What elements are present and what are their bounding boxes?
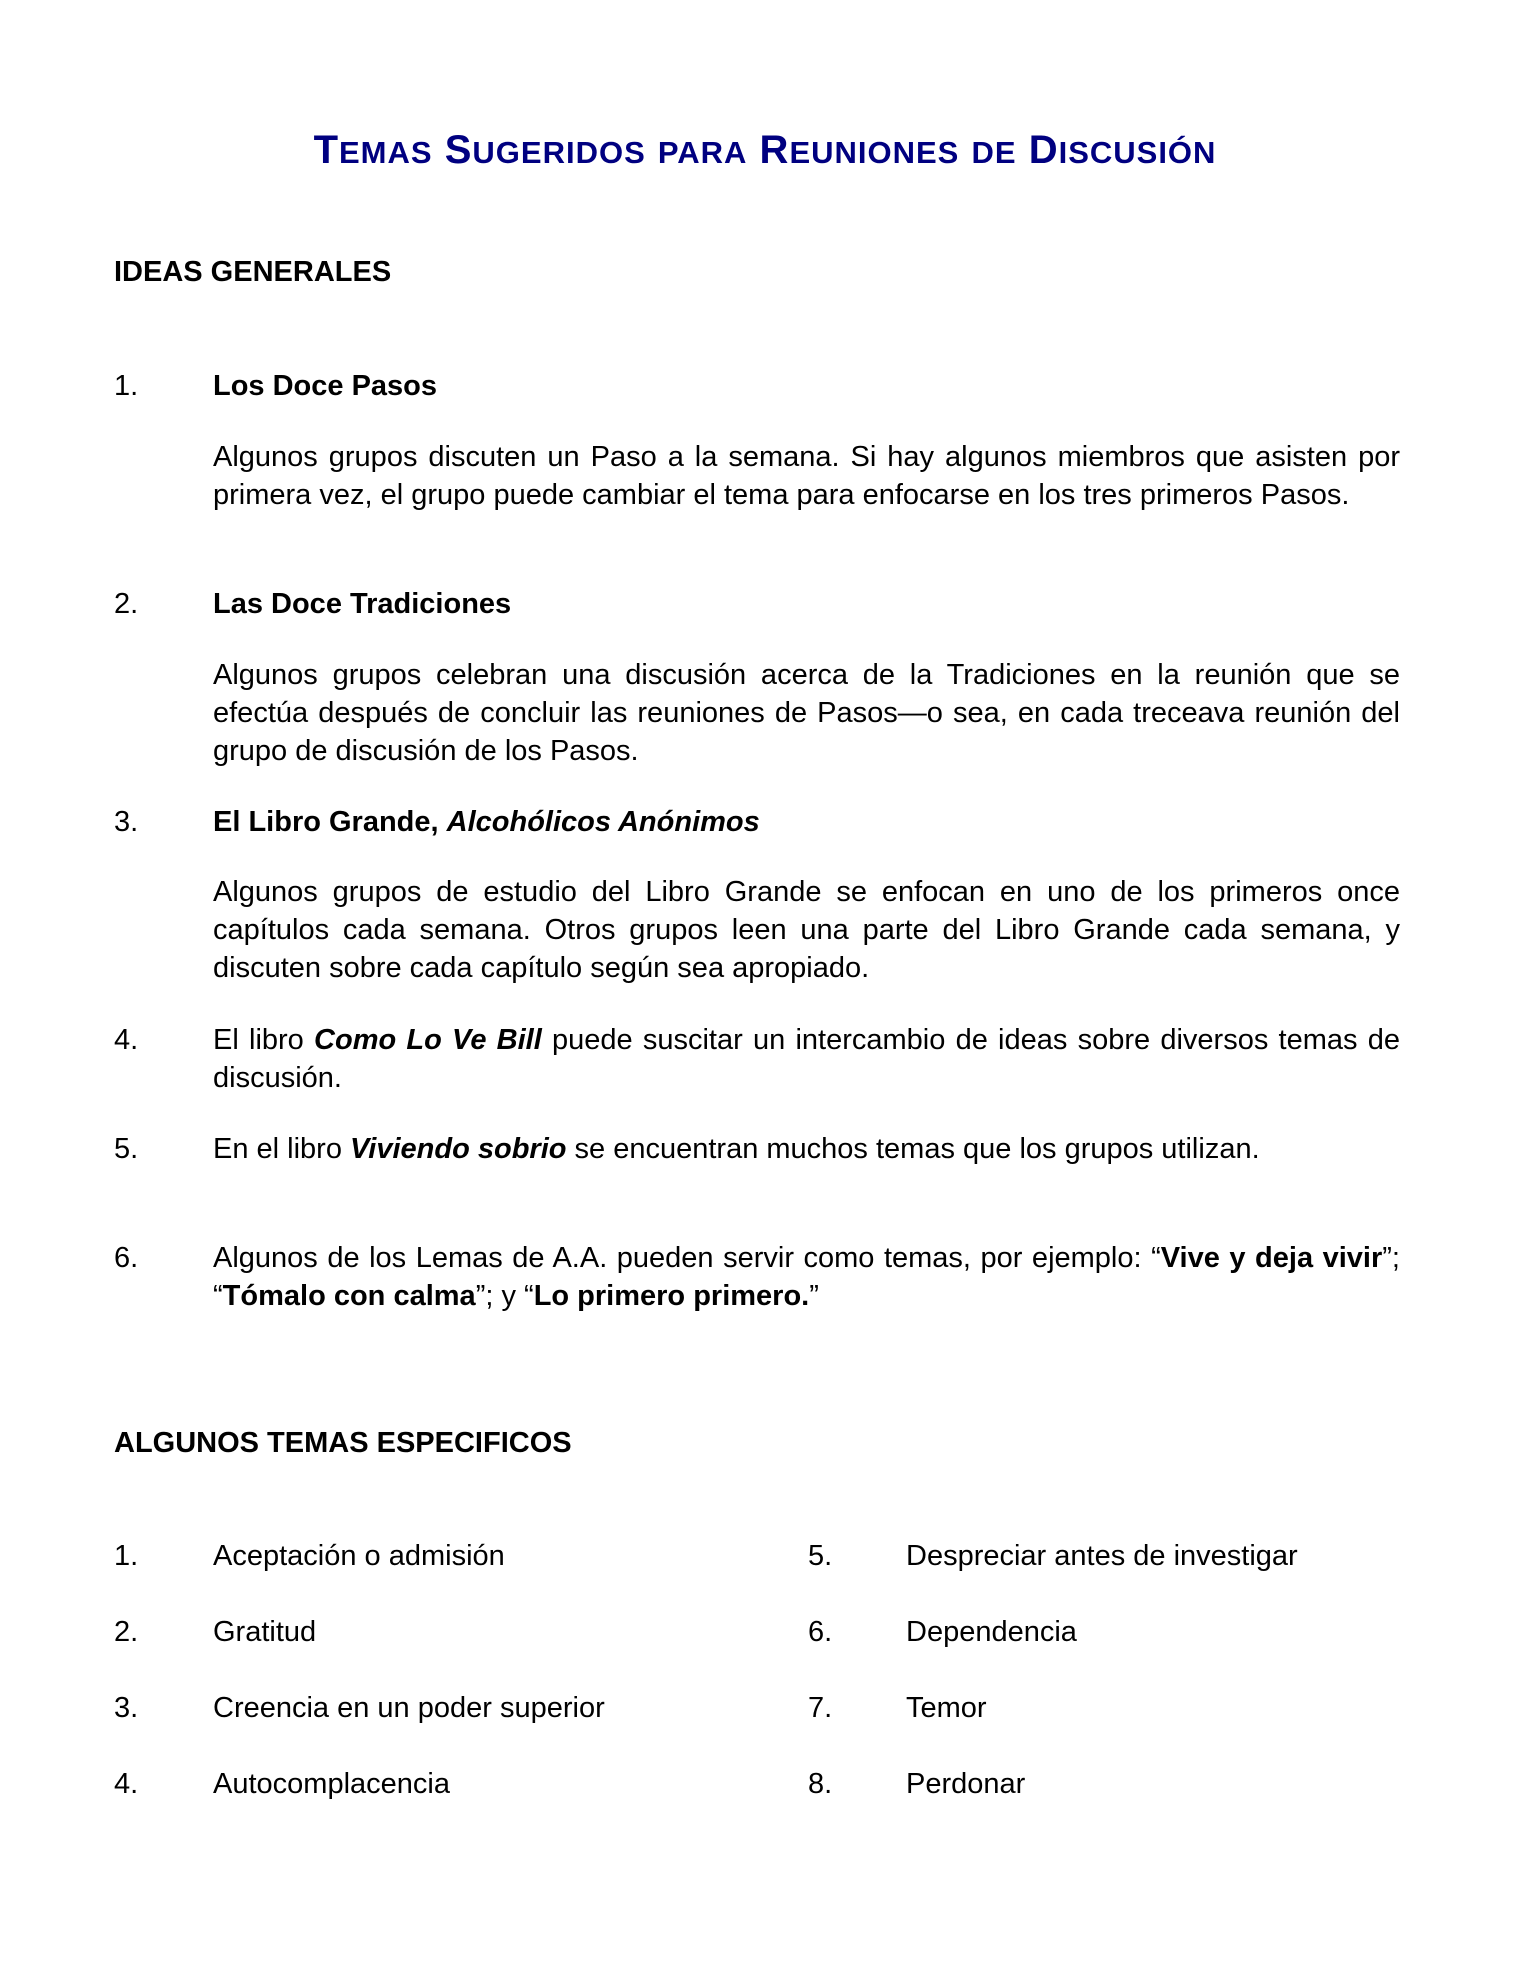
item-paragraph: Algunos grupos de estudio del Libro Grande se enfocan en uno de los primeros once capítulos cada semana. Otros grupos leen una parte del Libro Grande cada semana, y discuten sobre cada capítulo según sea apropiado.: [213, 876, 1400, 984]
slogan: Vive y deja vivir: [1160, 1242, 1383, 1274]
topic-item: Temor: [906, 1692, 987, 1724]
slogan: Tómalo con calma: [222, 1280, 476, 1312]
item-heading: El Libro Grande, Alcohólicos Anónimos: [213, 806, 760, 838]
item-number: 1.: [114, 370, 139, 402]
title-word: TEMAS: [313, 128, 433, 172]
topic-item: Dependencia: [906, 1616, 1077, 1648]
item-number: 2.: [114, 588, 139, 620]
section-heading-specific: ALGUNOS TEMAS ESPECIFICOS: [114, 1427, 572, 1459]
item-heading: Los Doce Pasos: [213, 370, 438, 402]
item-paragraph: Algunos grupos discuten un Paso a la semana. Si hay algunos miembros que asisten por primera vez, el grupo puede cambiar el tema para enfocarse en los tres primeros Pasos.: [213, 441, 1400, 511]
topic-number: 2.: [114, 1616, 139, 1648]
book-title: Como Lo Ve Bill: [314, 1024, 542, 1056]
book-title: Viviendo sobrio: [350, 1133, 567, 1165]
title-word: SUGERIDOS: [444, 128, 646, 172]
item-paragraph: Algunos de los Lemas de A.A. pueden servir como temas, por ejemplo: “Vive y deja vivir”; “Tómalo con calma”; y “Lo primero primero.”: [213, 1242, 1400, 1312]
item-paragraph: El libro Como Lo Ve Bill puede suscitar un intercambio de ideas sobre diversos temas de discusión.: [213, 1024, 1400, 1094]
section-heading-general: IDEAS GENERALES: [114, 256, 392, 288]
topic-item: Despreciar antes de investigar: [906, 1540, 1298, 1572]
topic-item: Aceptación o admisión: [213, 1540, 505, 1572]
item-number: 5.: [114, 1133, 139, 1165]
document-title: [0, 126, 1530, 177]
topic-number: 5.: [808, 1540, 833, 1572]
item-number: 4.: [114, 1024, 139, 1056]
title-word: PARA: [657, 135, 748, 170]
topic-item: Creencia en un poder superior: [213, 1692, 605, 1724]
title-word: DISCUSIÓN: [1028, 128, 1217, 172]
topic-number: 6.: [808, 1616, 833, 1648]
item-heading: Las Doce Tradiciones: [213, 588, 512, 620]
topic-number: 4.: [114, 1768, 139, 1800]
title-word: DE: [971, 135, 1017, 170]
topic-number: 8.: [808, 1768, 833, 1800]
topic-item: Gratitud: [213, 1616, 317, 1648]
item-number: 6.: [114, 1242, 139, 1274]
topic-item: Autocomplacencia: [213, 1768, 450, 1800]
topic-item: Perdonar: [906, 1768, 1026, 1800]
topic-number: 7.: [808, 1692, 833, 1724]
item-paragraph: Algunos grupos celebran una discusión acerca de la Tradiciones en la reunión que se efectúa después de concluir las reuniones de Pasos—o sea, en cada treceava reunión del grupo de discusión de los Pasos.: [213, 659, 1400, 767]
topic-number: 3.: [114, 1692, 139, 1724]
item-number: 3.: [114, 806, 139, 838]
book-title: Alcohólicos Anónimos: [446, 806, 760, 838]
title-word: REUNIONES: [759, 128, 960, 172]
item-paragraph: En el libro Viviendo sobrio se encuentran muchos temas que los grupos utilizan.: [213, 1133, 1260, 1165]
slogan: Lo primero primero.: [533, 1280, 810, 1312]
topic-number: 1.: [114, 1540, 139, 1572]
